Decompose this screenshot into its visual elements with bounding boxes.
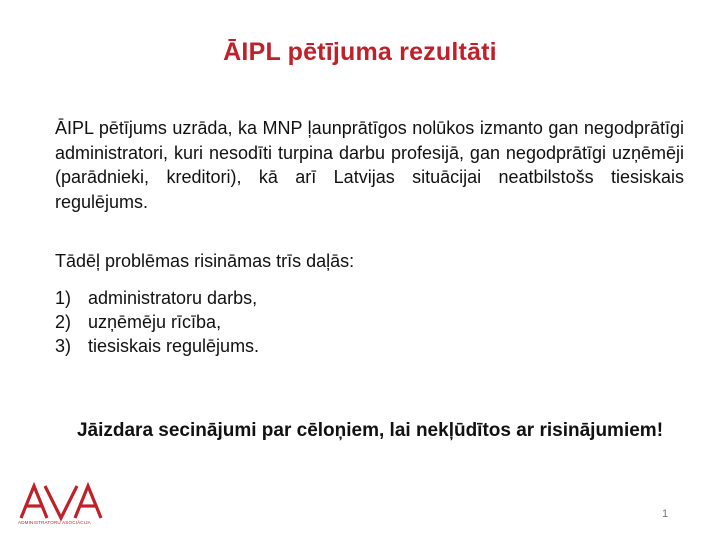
- list-item-text: uzņēmēju rīcība,: [88, 312, 222, 332]
- page-number: 1: [662, 508, 669, 520]
- list-item: [55, 334, 259, 358]
- logo-caption: ADMINISTRATORU ASOCIĀCIJA: [18, 520, 91, 525]
- list-item-text: tiesiskais regulējums.: [88, 336, 260, 356]
- list-item-number: 1): [55, 288, 72, 308]
- list-item: [55, 286, 259, 310]
- list-item: [55, 310, 259, 334]
- conclusion-text: Jāizdara secinājumi par cēloņiem, lai nekļūdītos ar risinājumiem!: [76, 420, 664, 441]
- list-item-number: 3): [55, 336, 72, 356]
- slide-title: ĀIPL pētījuma rezultāti: [223, 38, 497, 66]
- findings-paragraph: ĀIPL pētījums uzrāda, ka MNP ļaunprātīgos nolūkos izmanto gan negodprātīgi administratori, kuri nesodīti turpina darbu profesijā, gan negodprātīgi uzņēmēji (parādnieki, kreditori), kā arī Latvijas situācijai neatbilstošs tiesiskais regulējums.: [55, 118, 684, 212]
- problem-lead-text: Tādēļ problēmas risināmas trīs daļās:: [55, 251, 355, 271]
- problem-list: [55, 286, 259, 358]
- list-item-number: 2): [55, 312, 72, 332]
- list-item-text: administratoru darbs,: [88, 288, 258, 308]
